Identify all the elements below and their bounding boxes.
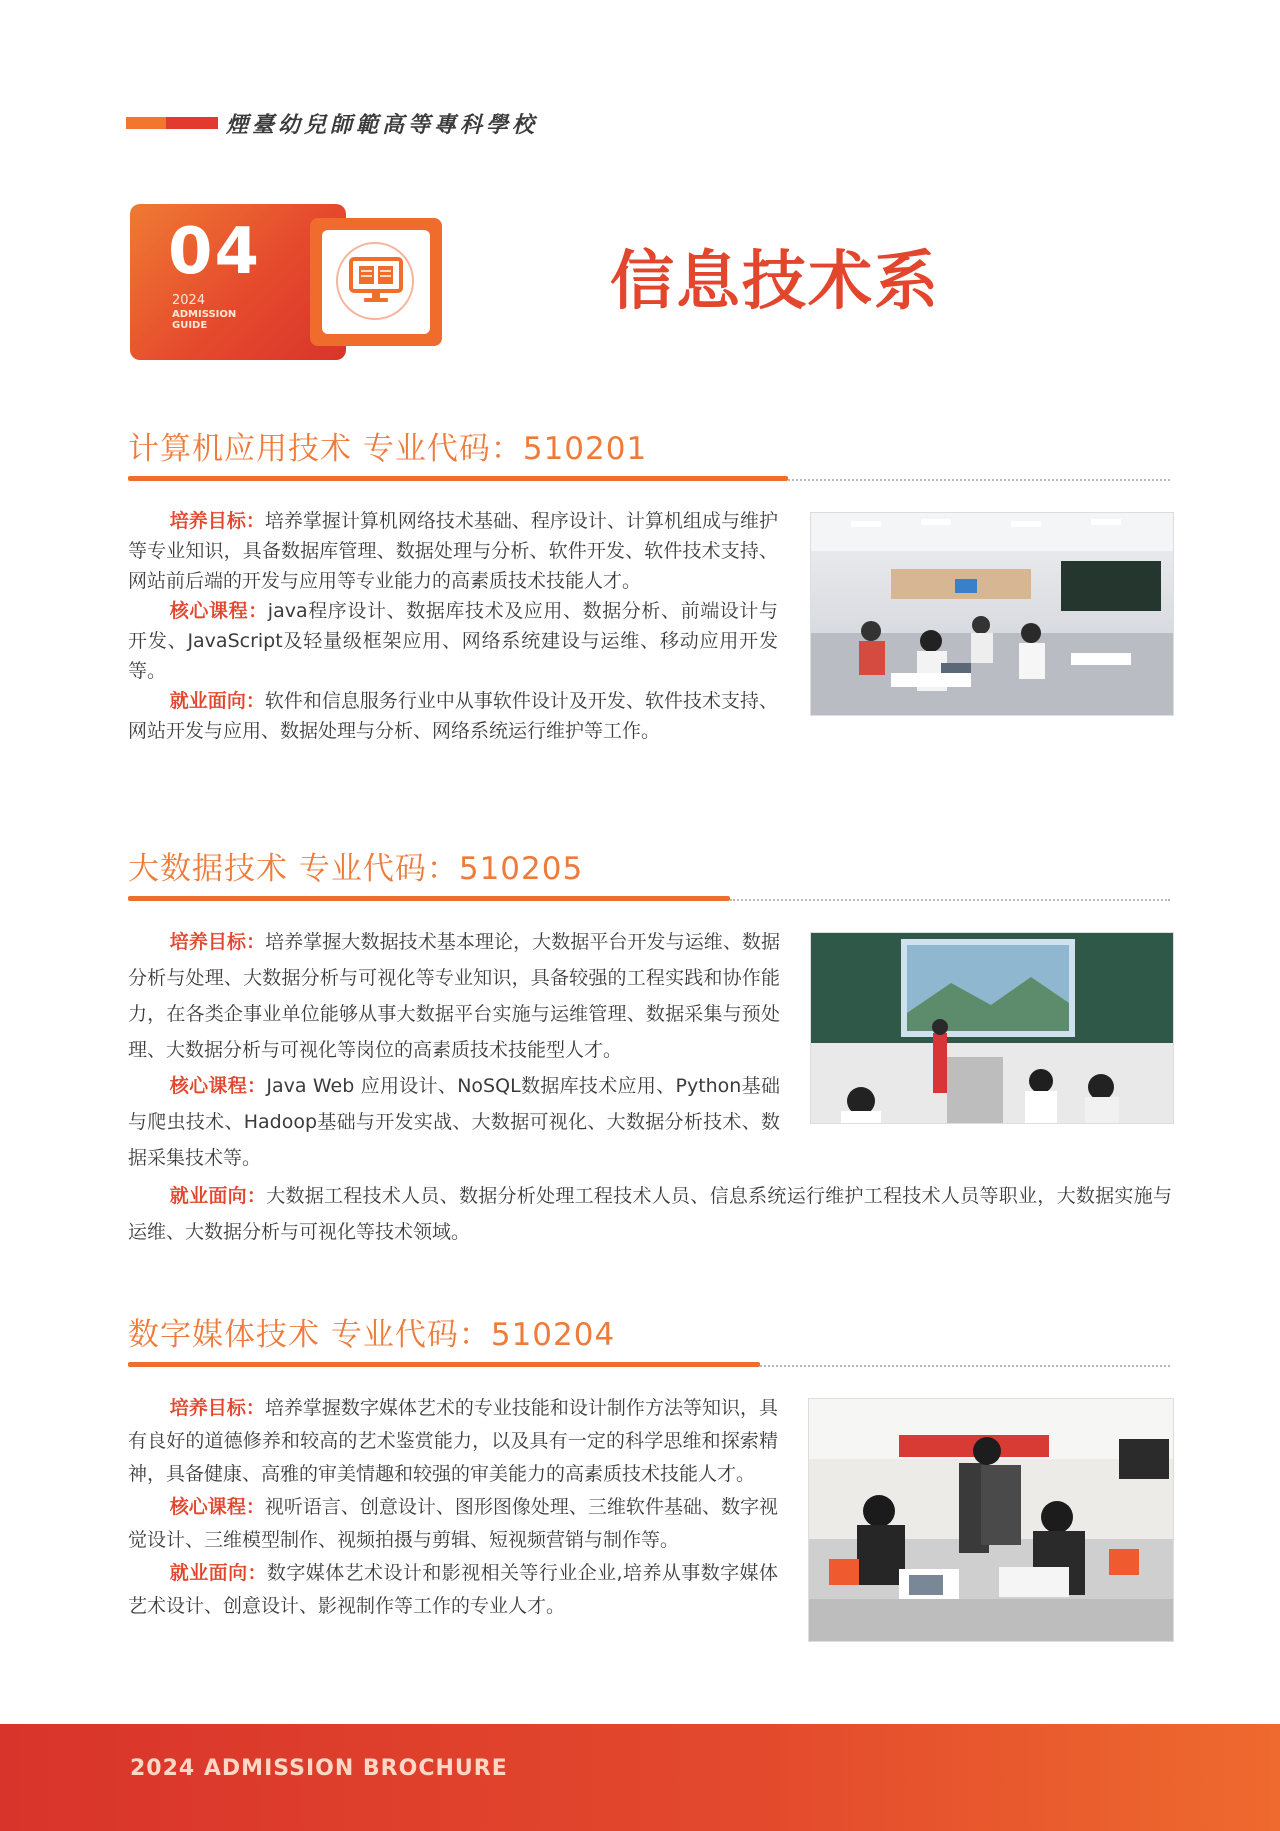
core-courses	[128, 1068, 780, 1176]
career-direction-text: 软件和信息服务行业中从事软件设计及开发、软件技术支持、网站开发与应用、数据处理与分析、网络系统运行维护等工作。	[128, 690, 778, 742]
badge-year: 2024	[172, 293, 206, 308]
lecture-photo	[810, 932, 1174, 1124]
school-name: 煙臺幼兒師範高等專科學校	[226, 112, 539, 138]
training-goal-label: 培养目标：	[169, 1397, 265, 1419]
training-goal-label: 培养目标：	[169, 931, 266, 953]
section-body-wide	[128, 1178, 1172, 1250]
core-courses-text: 视听语言、创意设计、图形图像处理、三维软件基础、数字视觉设计、三维模型制作、视频拍摄与剪辑、短视频营销与制作等。	[128, 1496, 778, 1551]
core-courses-text: Java Web 应用设计、NoSQL数据库技术应用、Python基础与爬虫技术、Hadoop基础与开发实战、大数据可视化、大数据分析技术、数据采集技术等。	[128, 1075, 780, 1169]
department-title: 信息技术系	[610, 245, 940, 319]
classroom-photo	[810, 512, 1174, 716]
career-direction-text: 数字媒体艺术设计和影视相关等行业企业,培养从事数字媒体艺术设计、创意设计、影视制作等工作的专业人才。	[128, 1562, 778, 1617]
training-goal-text: 培养掌握数字媒体艺术的专业技能和设计制作方法等知识，具有良好的道德修养和较高的艺术鉴赏能力，以及具有一定的科学思维和探索精神，具备健康、高雅的审美情趣和较强的审美能力的高素质技术技能人才。	[128, 1397, 778, 1485]
career-direction-label: 就业面向：	[169, 690, 265, 712]
badge-subtitle-line2: GUIDE	[172, 319, 208, 331]
footer-text: 2024 ADMISSION BROCHURE	[130, 1756, 508, 1781]
header-accent-bar-orange	[126, 117, 166, 129]
computer-monitor-icon	[348, 256, 404, 306]
career-direction	[128, 1178, 1172, 1250]
core-courses-label: 核心课程：	[169, 1075, 267, 1097]
training-goal-label: 培养目标：	[169, 510, 265, 532]
section-divider-dotted	[730, 899, 1170, 901]
career-direction	[128, 686, 778, 746]
section-divider-dotted	[760, 1365, 1170, 1367]
badge-subtitle	[172, 310, 262, 331]
badge-subtitle-line1: ADMISSION	[172, 309, 237, 320]
core-courses-label: 核心课程：	[169, 1496, 265, 1518]
career-direction-text: 大数据工程技术人员、数据分析处理工程技术人员、信息系统运行维护工程技术人员等职业，大数据实施与运维、大数据分析与可视化等技术领域。	[128, 1185, 1172, 1243]
training-goal-text: 培养掌握大数据技术基本理论，大数据平台开发与运维、数据分析与处理、大数据分析与可视化等专业知识，具备较强的工程实践和协作能力，在各类企事业单位能够从事大数据平台实施与运维管理、数据采集与预处理、大数据分析与可视化等岗位的高素质技术技能型人才。	[128, 931, 780, 1061]
training-goal	[128, 924, 780, 1068]
header-accent-bar-red	[166, 117, 218, 129]
core-courses-label: 核心课程：	[169, 600, 268, 622]
section-body	[128, 1392, 778, 1623]
section-divider-solid	[128, 896, 730, 901]
core-courses-text: java程序设计、数据库技术及应用、数据分析、前端设计与开发、JavaScript及轻量级框架应用、网络系统建设与运维、移动应用开发等。	[128, 600, 778, 682]
training-goal	[128, 1392, 778, 1491]
career-direction-label: 就业面向：	[169, 1562, 267, 1584]
core-courses	[128, 1491, 778, 1557]
career-direction-label: 就业面向：	[169, 1185, 267, 1207]
section-title-big-data: 大数据技术 专业代码：510205	[128, 851, 584, 887]
section-title-computer-applications: 计算机应用技术 专业代码：510201	[128, 431, 648, 467]
section-title-digital-media: 数字媒体技术 专业代码：510204	[128, 1317, 616, 1353]
section-body	[128, 924, 780, 1176]
section-divider-dotted	[788, 479, 1170, 481]
badge-number: 04	[168, 215, 262, 289]
media-lab-photo	[808, 1398, 1174, 1642]
section-body	[128, 506, 778, 746]
career-direction	[128, 1557, 778, 1623]
section-divider-solid	[128, 476, 788, 481]
section-divider-solid	[128, 1362, 760, 1367]
training-goal-text: 培养掌握计算机网络技术基础、程序设计、计算机组成与维护等专业知识，具备数据库管理、数据处理与分析、软件开发、软件技术支持、网站前后端的开发与应用等专业能力的高素质技术技能人才。	[128, 510, 778, 592]
core-courses	[128, 596, 778, 686]
training-goal	[128, 506, 778, 596]
